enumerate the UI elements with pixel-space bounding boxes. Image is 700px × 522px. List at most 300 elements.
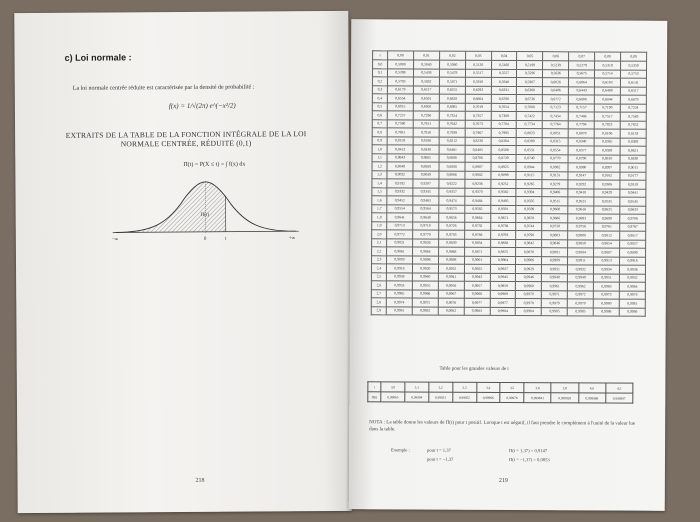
integral-formula: Π(t) = P(X ≤ t) = ∫ f(x) dx (183, 161, 246, 168)
table-cell: 0,9974 (619, 291, 645, 300)
table-cell: 0,9251 (490, 179, 516, 188)
table-cell: 0,5000 (388, 60, 414, 69)
row-label-cell: 2,7 (371, 289, 386, 298)
table-cell: 0,9656 (439, 213, 465, 222)
table-cell: 0,9957 (464, 281, 490, 290)
row-label-cell: 1,4 (372, 179, 387, 188)
table-cell: 0,9830 (438, 239, 464, 248)
table-cell: 0,9890 (620, 248, 646, 257)
table-corner-cell: t (373, 51, 388, 60)
large-values-table (367, 381, 633, 403)
table-cell: 0,9750 (542, 222, 568, 231)
column-header: 0,04 (491, 51, 517, 60)
density-formula: f(x) = 1/√(2π) e^(−x²/2) (168, 101, 236, 111)
table-cell: 0,5080 (439, 60, 465, 69)
table-cell: 0,9564 (413, 205, 439, 214)
table-cell: 0,9608 (542, 205, 568, 214)
shaded-label: Π(t) (200, 212, 210, 218)
column-header: 0,06 (543, 52, 569, 61)
table-cell: 0,9808 (568, 231, 594, 240)
table-cell: 0,9983 (464, 307, 490, 316)
table-cell: 0,9960 (516, 282, 542, 291)
table-cell: 0,9948 (542, 273, 568, 282)
table-cell: 0,5557 (491, 69, 517, 78)
table-cell: 0,9319 (620, 180, 646, 189)
large-values-caption: Table pour les grandes valeurs de t (439, 366, 509, 373)
table-cell: 0,6772 (543, 95, 569, 104)
table-cell: 0,9131 (542, 171, 568, 180)
table-cell: 0,9332 (387, 187, 413, 196)
table-cell: 0,9953 (386, 281, 412, 290)
row-label-cell: 0,1 (372, 68, 387, 77)
table-cell: 0,5438 (413, 69, 439, 78)
table-cell: 0,9904 (490, 256, 516, 265)
table-cell: 0,9976 (438, 298, 464, 307)
table-cell: 0,9535 (594, 197, 620, 206)
row-label-cell: 1,3 (372, 170, 387, 179)
table-cell: 0,7054 (491, 103, 517, 112)
table-cell: 0,7764 (543, 120, 569, 129)
right-page (349, 19, 668, 511)
table-cell: 0,5398 (387, 68, 413, 77)
table-cell: 0,9979 (568, 299, 594, 308)
table-cell: 0,5120 (465, 60, 491, 69)
table-cell: 0,9738 (490, 222, 516, 231)
table-cell: 0,9418 (568, 188, 594, 197)
table-cell: 0,9945 (490, 273, 516, 282)
table-cell: 0,8078 (568, 129, 594, 138)
table-cell: 0,9441 (620, 189, 646, 198)
row-label-cell: 0,5 (372, 102, 387, 111)
table-cell: 0,5359 (621, 61, 647, 70)
table-cell: 0,8485 (465, 145, 491, 154)
row-label-cell: 0,9 (372, 136, 387, 145)
table-cell: 0,9744 (516, 222, 542, 231)
axis-t-label: t (224, 236, 227, 242)
large-values-header-cell: 4,5 (606, 383, 633, 393)
row-label-cell: 2,1 (372, 238, 387, 247)
table-cell: 0,8686 (439, 154, 465, 163)
table-cell: 0,9633 (620, 206, 646, 215)
table-cell: 0,9370 (465, 188, 491, 197)
table-cell: 0,9974 (386, 298, 412, 307)
table-cell: 0,8997 (594, 163, 620, 172)
table-cell: 0,5040 (413, 60, 439, 69)
table-cell: 0,8830 (620, 155, 646, 164)
nota-text: NOTA : La table donne les valeurs de Π(t) pour t positif. Lorsque t est négatif, il faut prendre le complément à l'unité de la valeur lue dans la table. (369, 420, 636, 433)
table-cell: 0,9591 (490, 205, 516, 214)
table-cell: 0,9982 (438, 307, 464, 316)
table-cell: 0,8186 (413, 137, 439, 146)
table-cell: 0,7673 (465, 120, 491, 129)
table-cell: 0,8438 (413, 145, 439, 154)
column-header: 0,09 (621, 52, 647, 61)
table-cell: 0,9345 (413, 188, 439, 197)
table-cell: 0,8340 (568, 137, 594, 146)
table-cell: 0,7852 (620, 121, 646, 130)
column-header: 0,00 (388, 51, 414, 60)
row-label-cell: 2,2 (372, 247, 387, 256)
table-cell: 0,9177 (620, 172, 646, 181)
table-cell: 0,9842 (516, 239, 542, 248)
example-result-1: Π(t = 1,37) = 0,9147 (509, 448, 548, 454)
table-cell: 0,6664 (465, 94, 491, 103)
table-cell: 0,9961 (542, 282, 568, 291)
table-cell: 0,9918 (386, 264, 412, 273)
table-cell: 0,7324 (439, 111, 465, 120)
table-cell: 0,9986 (619, 308, 645, 317)
page-number-right: 219 (498, 477, 508, 485)
table-cell: 0,9406 (542, 188, 568, 197)
table-cell: 0,9545 (620, 197, 646, 206)
table-cell: 0,6517 (620, 87, 646, 96)
row-label-cell: 1,0 (372, 145, 387, 154)
table-cell: 0,9082 (465, 171, 491, 180)
table-cell: 0,8264 (491, 137, 517, 146)
table-cell: 0,5517 (465, 69, 491, 78)
column-header: 0,05 (517, 52, 543, 61)
large-values-cell: 0,999928 (551, 393, 578, 403)
column-header: 0,08 (595, 52, 621, 61)
table-cell: 0,9878 (516, 248, 542, 257)
large-values-header-cell: 3,4 (476, 382, 500, 392)
table-cell: 0,9292 (568, 180, 594, 189)
table-cell: 0,7190 (594, 103, 620, 112)
example-cond-2: pour t = −1,37 (426, 456, 454, 462)
table-cell: 0,8554 (542, 146, 568, 155)
large-values-header-cell: 3,5 (500, 382, 524, 392)
table-cell: 0,6064 (569, 78, 595, 87)
row-label-cell: 0,3 (372, 85, 387, 94)
table-cell: 0,9192 (387, 179, 413, 188)
table-cell: 0,9582 (464, 205, 490, 214)
table-cell: 0,8849 (387, 162, 413, 171)
table-cell: 0,9985 (567, 307, 593, 316)
row-label-cell: 2,9 (371, 306, 386, 315)
table-cell: 0,7088 (517, 103, 543, 112)
table-cell: 0,8621 (620, 146, 646, 155)
table-cell: 0,9977 (464, 298, 490, 307)
table-cell: 0,9678 (516, 214, 542, 223)
table-cell: 0,9969 (490, 290, 516, 299)
table-cell: 0,8531 (517, 146, 543, 155)
table-cell: 0,9938 (386, 272, 412, 281)
left-page (14, 11, 351, 513)
large-values-header-cell: t (368, 382, 381, 392)
large-values-header-cell: 3,8 (551, 383, 578, 393)
table-cell: 0,8907 (465, 162, 491, 171)
table-cell: 0,9838 (490, 239, 516, 248)
table-cell: 0,9901 (464, 256, 490, 265)
table-cell: 0,9719 (413, 221, 439, 230)
table-cell: 0,8461 (439, 145, 465, 154)
table-cell: 0,9222 (439, 179, 465, 188)
table-cell: 0,9115 (516, 171, 542, 180)
large-values-cell: 0,99952 (452, 392, 476, 402)
table-cell: 0,8643 (387, 153, 413, 162)
table-cell: 0,6103 (595, 78, 621, 87)
table-cell: 0,9505 (516, 197, 542, 206)
row-label-cell: 1,1 (372, 153, 387, 162)
table-cell: 0,6808 (569, 95, 595, 104)
table-cell: 0,5793 (387, 77, 413, 86)
table-cell: 0,6368 (517, 86, 543, 95)
table-cell: 0,8106 (594, 129, 620, 138)
table-cell: 0,9554 (387, 204, 413, 213)
table-cell: 0,9981 (619, 299, 645, 308)
table-cell: 0,9671 (490, 213, 516, 222)
row-label-cell: 2,4 (371, 264, 386, 273)
table-cell: 0,9767 (620, 223, 646, 232)
table-cell: 0,9929 (516, 265, 542, 274)
table-cell: 0,9798 (516, 231, 542, 240)
table-cell: 0,9949 (568, 273, 594, 282)
table-cell: 0,6844 (594, 95, 620, 104)
table-cell: 0,5596 (517, 69, 543, 78)
table-cell: 0,9573 (439, 205, 465, 214)
large-values-header-cell: 3,3 (453, 382, 477, 392)
table-cell: 0,8212 (439, 137, 465, 146)
table-cell: 0,9713 (387, 221, 413, 230)
table-cell: 0,6217 (413, 86, 439, 95)
table-cell: 0,5832 (413, 77, 439, 86)
table-cell: 0,9693 (568, 214, 594, 223)
table-cell: 0,8051 (543, 129, 569, 138)
table-cell: 0,9793 (490, 230, 516, 239)
table-cell: 0,5279 (569, 61, 595, 70)
table-cell: 0,9934 (594, 265, 620, 274)
column-header: 0,01 (413, 51, 439, 60)
table-cell: 0,9279 (542, 180, 568, 189)
table-cell: 0,7454 (543, 112, 569, 121)
table-cell: 0,9964 (619, 282, 645, 291)
table-cell: 0,8599 (594, 146, 620, 155)
table-cell: 0,7517 (594, 112, 620, 121)
table-cell: 0,7157 (569, 103, 595, 112)
table-cell: 0,8508 (491, 145, 517, 154)
table-cell: 0,9972 (568, 290, 594, 299)
table-cell: 0,6879 (620, 95, 646, 104)
table-cell: 0,9821 (387, 238, 413, 247)
table-cell: 0,9756 (568, 222, 594, 231)
column-header: 0,07 (569, 52, 595, 61)
table-cell: 0,9599 (516, 205, 542, 214)
table-cell: 0,9726 (438, 222, 464, 231)
table-cell: 0,7422 (517, 112, 543, 121)
table-cell: 0,9959 (490, 281, 516, 290)
row-label-cell: 0,4 (372, 94, 387, 103)
table-cell: 0,8665 (413, 154, 439, 163)
large-values-cell: 0,99976 (500, 392, 524, 402)
table-cell: 0,9525 (568, 197, 594, 206)
table-cell: 0,9971 (542, 290, 568, 299)
table-cell: 0,9973 (593, 290, 619, 299)
table-cell: 0,9975 (412, 298, 438, 307)
table-cell: 0,9980 (593, 299, 619, 308)
table-cell: 0,8770 (542, 154, 568, 163)
normal-curve-graph (110, 173, 300, 244)
row-label-cell: 1,9 (372, 221, 387, 230)
table-cell: 0,9965 (386, 289, 412, 298)
table-cell: 0,9699 (594, 214, 620, 223)
table-cell: 0,9920 (412, 264, 438, 273)
page-number-left: 218 (195, 477, 205, 484)
large-values-header-cell: 3,2 (429, 382, 453, 392)
table-cell: 0,8749 (516, 154, 542, 163)
table-cell: 0,6255 (439, 86, 465, 95)
table-cell: 0,8869 (413, 162, 439, 171)
table-cell: 0,9484 (464, 196, 490, 205)
table-cell: 0,7357 (465, 111, 491, 120)
table-cell: 0,9977 (490, 298, 516, 307)
axis-zero-label: 0 (203, 236, 207, 242)
table-cell: 0,9868 (438, 247, 464, 256)
row-label-cell: 2,3 (372, 255, 387, 264)
table-cell: 0,8925 (491, 162, 517, 171)
table-cell: 0,9978 (516, 299, 542, 308)
table-cell: 0,9706 (620, 214, 646, 223)
table-cell: 0,8729 (491, 154, 517, 163)
table-cell: 0,7881 (387, 128, 413, 137)
table-cell: 0,7794 (568, 120, 594, 129)
table-cell: 0,9162 (594, 171, 620, 180)
row-label-cell: 1,5 (372, 187, 387, 196)
table-cell: 0,5987 (517, 78, 543, 87)
large-values-header-cell: 3,6 (524, 383, 551, 393)
table-cell: 0,9732 (464, 222, 490, 231)
table-cell: 0,6443 (569, 86, 595, 95)
table-cell: 0,9015 (620, 163, 646, 172)
table-cell: 0,9981 (386, 306, 412, 315)
table-cell: 0,9099 (491, 171, 517, 180)
large-values-header-cell: 3,1 (405, 382, 429, 392)
row-label-cell: 2,6 (371, 281, 386, 290)
table-cell: 0,9817 (620, 231, 646, 240)
table-cell: 0,6985 (439, 103, 465, 112)
table-cell: 0,9968 (464, 290, 490, 299)
table-cell: 0,9265 (516, 180, 542, 189)
large-values-cell: 0,99931 (429, 392, 453, 402)
example-cond-1: pour t = 1,37 (427, 447, 451, 453)
table-cell: 0,9147 (568, 171, 594, 180)
table-cell: 0,9916 (620, 257, 646, 266)
table-cell: 0,9884 (568, 248, 594, 257)
table-cell: 0,9896 (412, 255, 438, 264)
table-cell: 0,8238 (465, 137, 491, 146)
large-values-cell: 0,99966 (476, 392, 500, 402)
table-cell: 0,7549 (620, 112, 646, 121)
table-cell: 0,9394 (516, 188, 542, 197)
table-cell: 0,9984 (490, 307, 516, 316)
table-cell: 0,9783 (438, 230, 464, 239)
table-cell: 0,9495 (490, 196, 516, 205)
row-label-cell: 1,6 (372, 196, 387, 205)
table-cell: 0,6179 (387, 85, 413, 94)
table-cell: 0,8790 (568, 154, 594, 163)
row-label-cell: 1,2 (372, 162, 387, 171)
table-cell: 0,9927 (490, 264, 516, 273)
table-cell: 0,9963 (593, 282, 619, 291)
table-cell: 0,9985 (542, 307, 568, 316)
table-cell: 0,9616 (568, 205, 594, 214)
large-values-cell: 0,99904 (405, 392, 429, 402)
table-cell: 0,9474 (439, 196, 465, 205)
table-cell: 0,8413 (387, 145, 413, 154)
table-cell: 0,7967 (465, 128, 491, 137)
table-cell: 0,9207 (413, 179, 439, 188)
table-cell: 0,6915 (387, 102, 413, 111)
table-cell: 0,7642 (439, 120, 465, 129)
table-cell: 0,9986 (593, 307, 619, 316)
table-cell: 0,7734 (517, 120, 543, 129)
table-cell: 0,9970 (516, 290, 542, 299)
axis-left-label: −∞ (111, 237, 119, 243)
table-cell: 0,5753 (620, 70, 646, 79)
table-cell: 0,5675 (569, 69, 595, 78)
table-cell: 0,9452 (387, 196, 413, 205)
table-cell: 0,8888 (439, 162, 465, 171)
table-cell: 0,8944 (516, 163, 542, 172)
table-cell: 0,8365 (594, 137, 620, 146)
table-cell: 0,9979 (542, 299, 568, 308)
intro-text: La loi normale centrée réduite est caractérisée par la densité de probabilité : (72, 84, 255, 92)
table-cell: 0,9772 (387, 230, 413, 239)
table-row (371, 306, 645, 316)
table-cell: 0,9956 (438, 281, 464, 290)
large-values-header-cell: 3,0 (381, 382, 405, 392)
row-label-cell: 2,0 (372, 230, 387, 239)
table-cell: 0,7224 (620, 104, 646, 113)
table-cell: 0,9236 (465, 179, 491, 188)
table-cell: 0,9931 (542, 265, 568, 274)
table-cell: 0,7910 (413, 128, 439, 137)
table-cell: 0,9875 (490, 247, 516, 256)
large-values-cell: Π(t) (368, 392, 381, 402)
table-cell: 0,5319 (595, 61, 621, 70)
row-label-cell: 0,6 (372, 111, 387, 120)
table-cell: 0,5910 (465, 77, 491, 86)
table-cell: 0,9664 (464, 213, 490, 222)
table-cell: 0,6406 (543, 86, 569, 95)
table-cell: 0,5948 (491, 77, 517, 86)
table-cell: 0,8577 (568, 146, 594, 155)
table-cell: 0,8289 (517, 137, 543, 146)
table-cell: 0,9625 (594, 205, 620, 214)
table-cell: 0,6480 (595, 86, 621, 95)
example-label: Exemple : (391, 447, 410, 453)
table-cell: 0,9936 (619, 265, 645, 274)
normal-distribution-table (371, 50, 647, 316)
row-label-cell: 2,8 (371, 298, 386, 307)
table-cell: 0,9911 (568, 256, 594, 265)
table-cell: 0,8389 (620, 138, 646, 147)
row-label-cell: 1,8 (372, 213, 387, 222)
table-cell: 0,9881 (542, 248, 568, 257)
table-cell: 0,9686 (542, 214, 568, 223)
table-cell: 0,9940 (412, 272, 438, 281)
table-cell: 0,9857 (620, 240, 646, 249)
row-label-cell: 0,2 (372, 77, 387, 86)
table-cell: 0,9966 (412, 289, 438, 298)
table-cell: 0,8159 (387, 136, 413, 145)
large-values-header-cell: 4,0 (578, 383, 605, 393)
table-cell: 0,9641 (387, 213, 413, 222)
table-cell: 0,9306 (594, 180, 620, 189)
large-values-data-row (368, 392, 633, 403)
row-label-cell: 0,7 (372, 119, 387, 128)
table-cell: 0,9967 (438, 290, 464, 299)
table-cell: 0,9779 (413, 230, 439, 239)
